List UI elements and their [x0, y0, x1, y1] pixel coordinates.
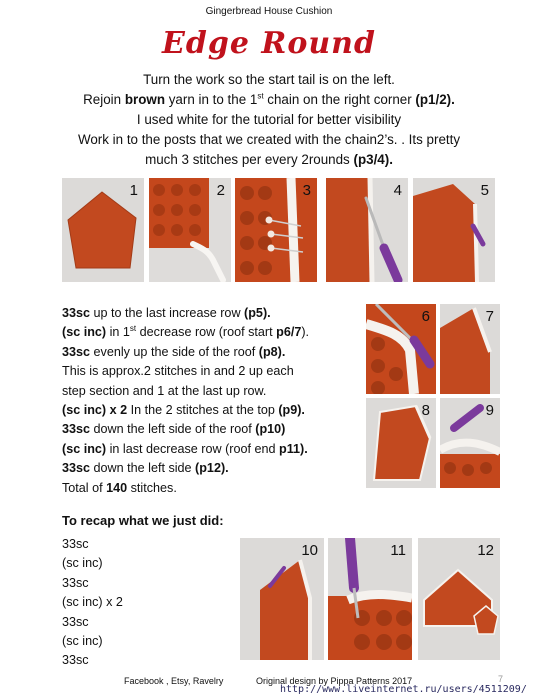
photo-number: 11 [390, 542, 406, 559]
document-header: Gingerbread House Cushion [205, 6, 333, 17]
step-line: step section and 1 at the last up row. [62, 383, 267, 398]
photo-11 [328, 538, 412, 660]
photo-4 [326, 178, 408, 282]
intro-line-1: Turn the work so the start tail is on the left. [143, 72, 395, 87]
intro-line-2: Rejoin brown yarn in to the 1st chain on the right corner (p1/2). [83, 91, 455, 107]
recap-item: 33sc [62, 653, 89, 668]
photo-6 [366, 304, 436, 394]
photo-10 [240, 538, 324, 660]
photo-1 [62, 178, 144, 282]
footer-credit: Original design by Pippa Patterns 2017 [256, 676, 413, 686]
photo-7 [440, 304, 500, 394]
recap-title: To recap what we just did: [62, 513, 224, 528]
recap-item: (sc inc) x 2 [62, 595, 123, 610]
page-title: Edge Round [162, 26, 376, 61]
step-line: 33sc down the left side of the roof (p10) [62, 422, 286, 437]
intro-line-4: Work in to the posts that we created with the chain2’s. . Its pretty [77, 132, 461, 147]
step-line: 33sc up to the last increase row (p5). [62, 306, 271, 320]
steps-list [62, 304, 362, 498]
photo-number: 1 [129, 182, 138, 199]
page-number: 7 [498, 674, 504, 684]
step-line: This is approx.2 stitches in and 2 up each [62, 364, 294, 379]
photo-number: 5 [480, 182, 489, 199]
photo-number: 6 [421, 308, 430, 325]
photo-2 [149, 178, 231, 282]
footer-social: Facebook , Etsy, Ravelry [124, 676, 224, 686]
photo-3 [235, 178, 317, 282]
intro-line-5: much 3 stitches per every 2rounds (p3/4). [145, 152, 393, 167]
step-line: (sc inc) x 2 In the 2 stitches at the top (p9). [62, 403, 305, 418]
photo-9 [440, 398, 500, 488]
photo-number: 9 [485, 402, 494, 419]
step-line: (sc inc) in last decrease row (roof end p11). [62, 441, 308, 456]
photo-number: 2 [216, 182, 225, 199]
intro-paragraph [40, 70, 498, 170]
watermark-url: http://www.liveinternet.ru/users/4511209/ [280, 684, 527, 695]
photo-number: 8 [421, 402, 430, 419]
photo-number: 10 [301, 542, 318, 559]
photo-number: 7 [485, 308, 494, 325]
photo-number: 12 [477, 542, 494, 559]
photo-number: 3 [302, 182, 311, 199]
step-line: 33sc down the left side (p12). [62, 461, 229, 476]
photo-8 [366, 398, 436, 488]
recap-item: 33sc [62, 537, 89, 551]
recap-item: (sc inc) [62, 556, 103, 571]
recap-list [62, 535, 123, 671]
intro-line-3: I used white for the tutorial for better visibility [136, 112, 402, 127]
step-line: 33sc evenly up the side of the roof (p8). [62, 344, 286, 359]
photo-5 [413, 178, 495, 282]
photo-number: 4 [393, 182, 402, 199]
recap-item: 33sc [62, 575, 89, 590]
photo-12 [418, 538, 500, 660]
step-line: Total of 140 stitches. [62, 480, 177, 495]
recap-item: (sc inc) [62, 634, 103, 649]
step-line: (sc inc) in 1st decrease row (roof start p6/7). [62, 324, 310, 340]
recap-item: 33sc [62, 614, 89, 629]
